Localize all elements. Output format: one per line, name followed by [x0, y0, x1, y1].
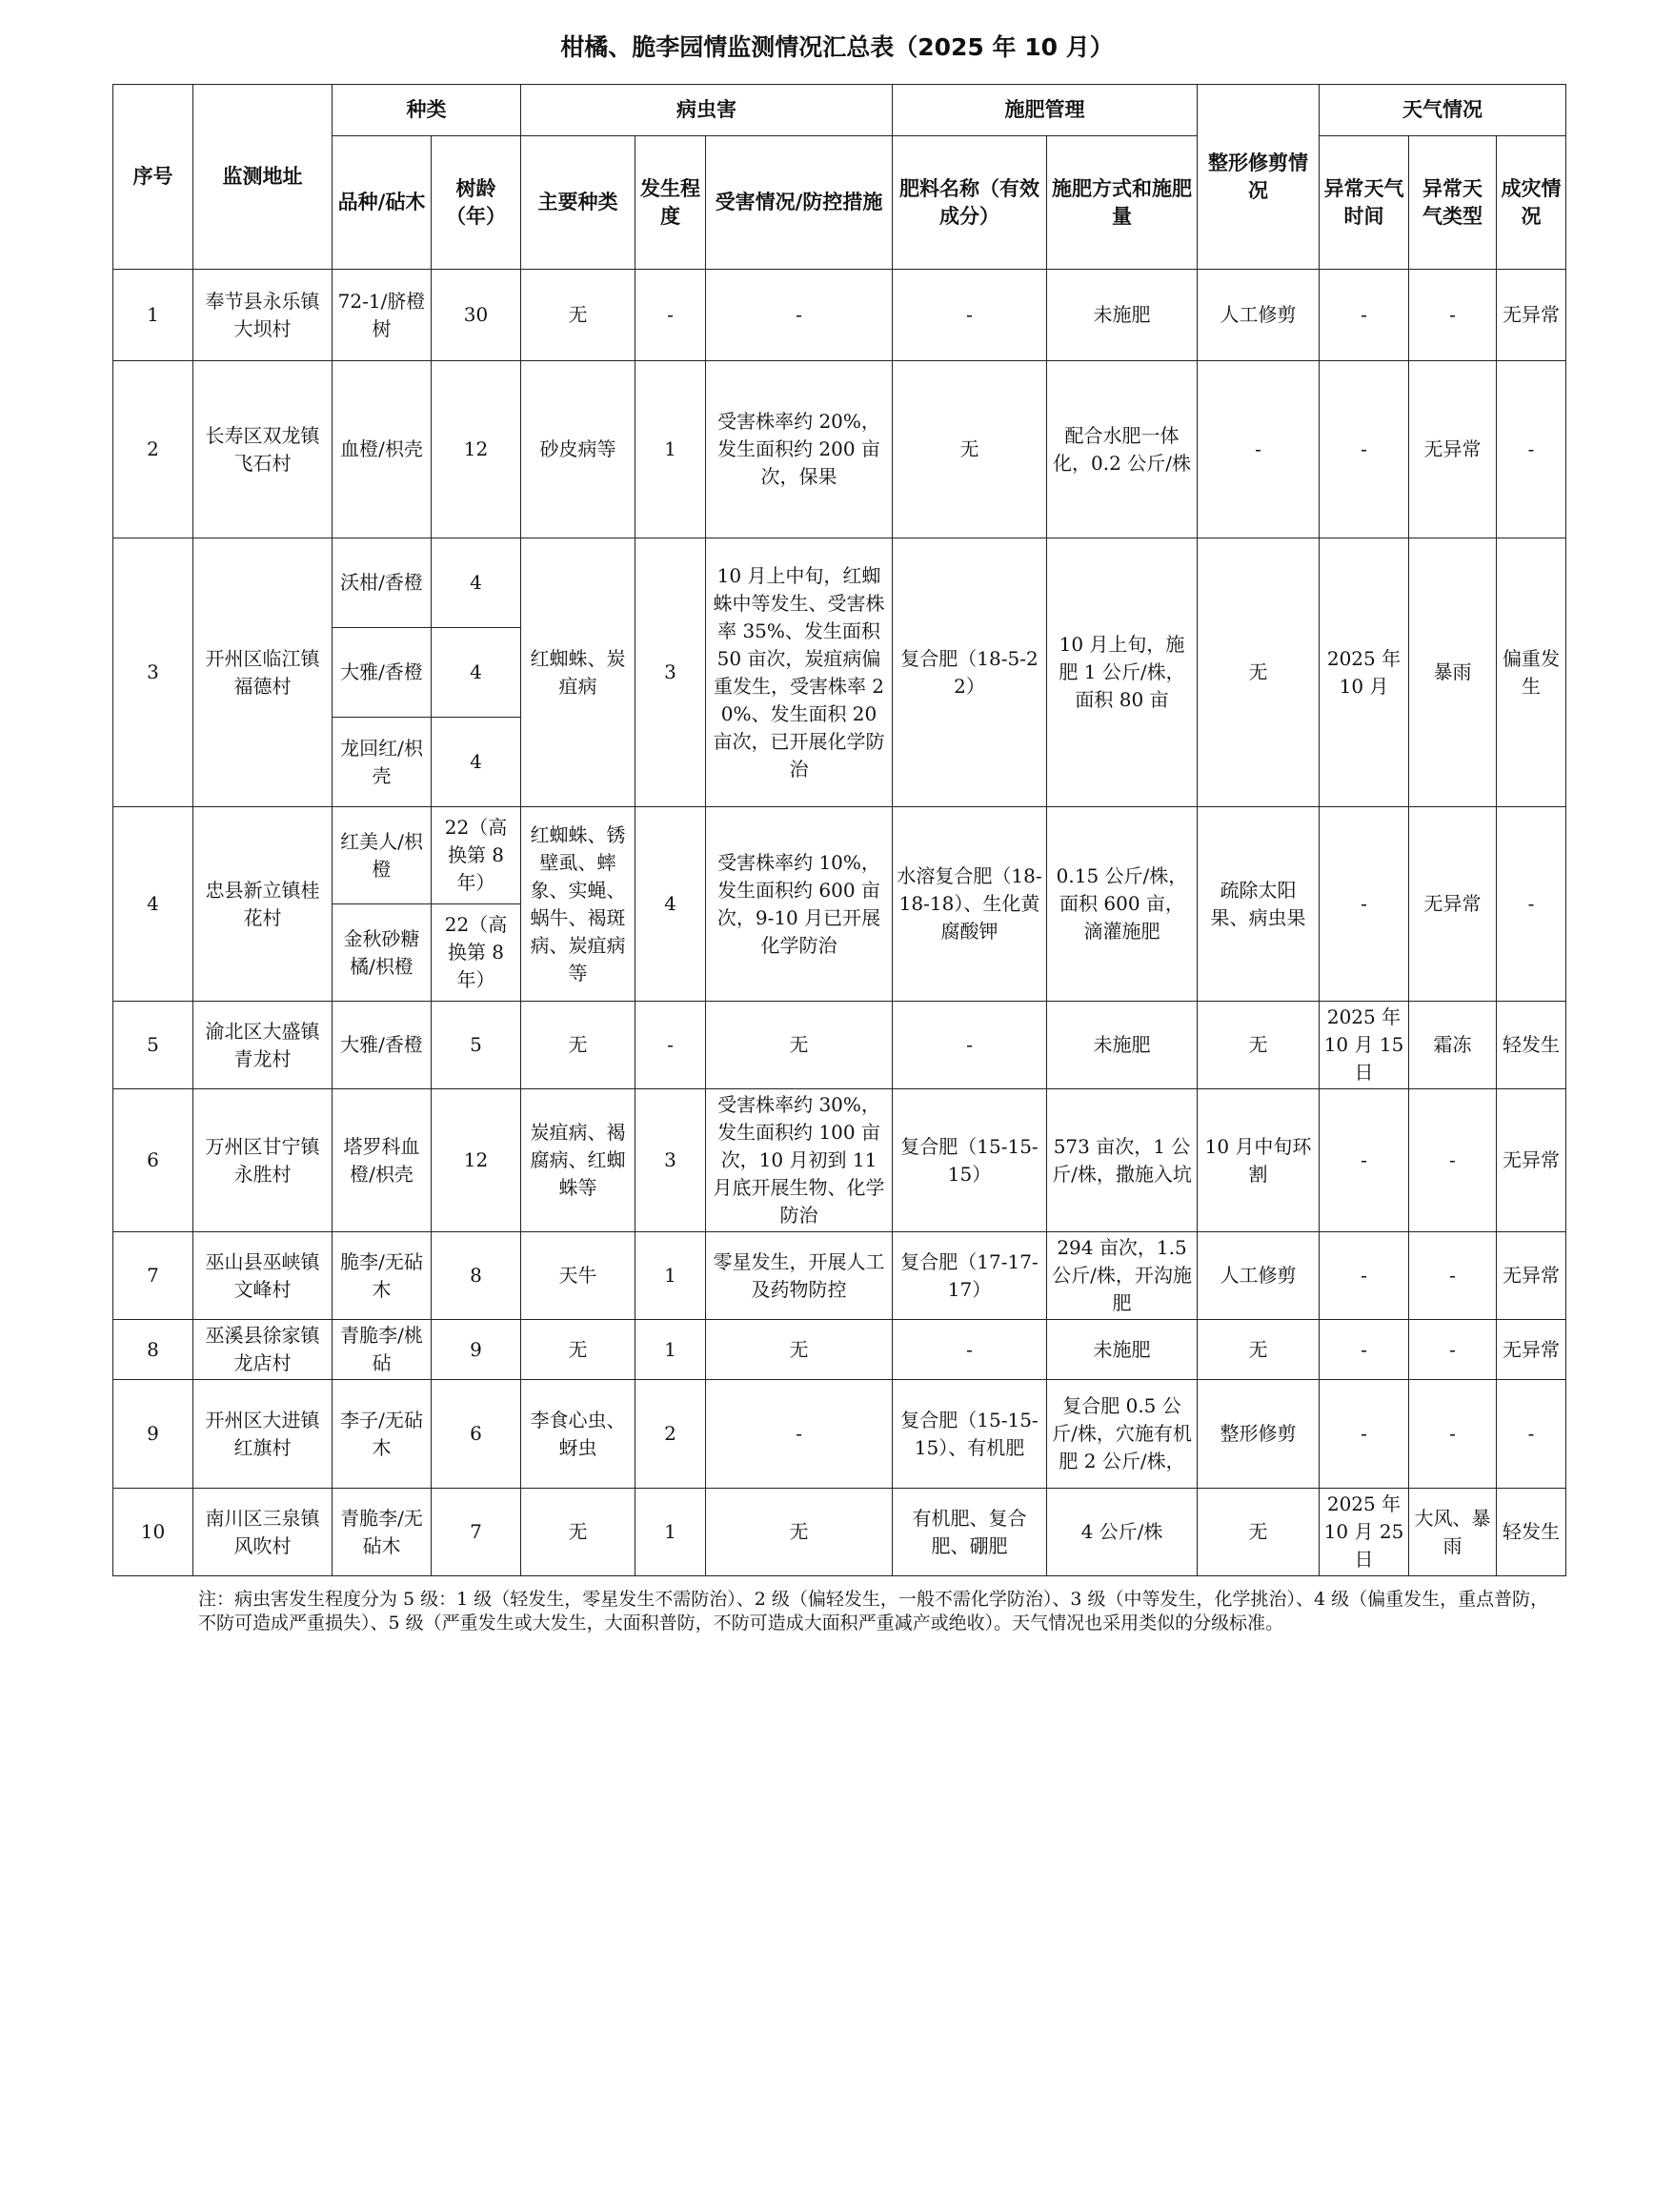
header-seq: 序号: [113, 85, 193, 270]
cell-address: 忠县新立镇桂花村: [193, 807, 333, 1002]
header-fert-group: 施肥管理: [893, 85, 1198, 136]
cell-fert-name: 有机肥、复合肥、硼肥: [893, 1489, 1047, 1576]
header-variety: 品种/砧木: [333, 136, 432, 270]
header-pest-damage: 受害情况/防控措施: [706, 136, 893, 270]
cell-weather-type: 大风、暴雨: [1409, 1489, 1497, 1576]
header-weather-group: 天气情况: [1320, 85, 1566, 136]
cell-variety: 李子/无砧木: [333, 1380, 432, 1489]
cell-address: 奉节县永乐镇大坝村: [193, 270, 333, 361]
cell-no: 6: [113, 1089, 193, 1232]
header-type-group: 种类: [333, 85, 521, 136]
cell-fert-name: -: [893, 1002, 1047, 1089]
table-row: [113, 1489, 1566, 1576]
cell-disaster: 无异常: [1497, 1089, 1566, 1232]
cell-degree: 3: [635, 1089, 706, 1232]
cell-age: 22（高换第 8 年）: [432, 904, 521, 1002]
cell-fert-method: 未施肥: [1047, 1002, 1198, 1089]
cell-pest: 李食心虫、蚜虫: [521, 1380, 635, 1489]
cell-age: 5: [432, 1002, 521, 1089]
header-weather-time: 异常天气时间: [1320, 136, 1409, 270]
cell-pruning: 10 月中旬环割: [1198, 1089, 1320, 1232]
cell-weather-time: -: [1320, 1232, 1409, 1320]
cell-disaster: -: [1497, 807, 1566, 1002]
cell-weather-type: 霜冻: [1409, 1002, 1497, 1089]
cell-age: 7: [432, 1489, 521, 1576]
cell-degree: -: [635, 270, 706, 361]
cell-pest: 炭疽病、褐腐病、红蜘蛛等: [521, 1089, 635, 1232]
header-pruning: 整形修剪情况: [1198, 85, 1320, 270]
cell-pest: 砂皮病等: [521, 361, 635, 538]
cell-fert-method: 未施肥: [1047, 270, 1198, 361]
cell-no: 1: [113, 270, 193, 361]
cell-disaster: 无异常: [1497, 270, 1566, 361]
cell-age: 4: [432, 628, 521, 718]
cell-variety: 红美人/枳橙: [333, 807, 432, 904]
cell-pest: 无: [521, 1489, 635, 1576]
header-pest-degree: 发生程度: [635, 136, 706, 270]
cell-fert-method: 复合肥 0.5 公斤/株，穴施有机肥 2 公斤/株，: [1047, 1380, 1198, 1489]
cell-damage: 受害株率约 30%，发生面积约 100 亩次，10 月初到 11 月底开展生物、化学防治: [706, 1089, 893, 1232]
cell-no: 10: [113, 1489, 193, 1576]
cell-degree: 3: [635, 538, 706, 807]
cell-weather-time: -: [1320, 1089, 1409, 1232]
footnote: 注：病虫害发生程度分为 5 级：1 级（轻发生，零星发生不需防治）、2 级（偏轻发生，一般不需化学防治）、3 级（中等发生，化学挑治）、4 级（偏重发生，重点普防，不防可造成严重损失）、5 级（严重发生或大发生，大面积普防，不防可造成大面积严重减产或绝收）。天气情况也采用类似的分级标准。: [198, 1589, 1549, 1634]
table-row: [113, 807, 1566, 904]
cell-variety: 沃柑/香橙: [333, 538, 432, 628]
cell-degree: 1: [635, 361, 706, 538]
cell-fert-name: -: [893, 270, 1047, 361]
cell-degree: 1: [635, 1232, 706, 1320]
cell-degree: 1: [635, 1320, 706, 1380]
cell-variety: 青脆李/桃砧: [333, 1320, 432, 1380]
cell-fert-name: 复合肥（15-15-15）、有机肥: [893, 1380, 1047, 1489]
cell-no: 5: [113, 1002, 193, 1089]
cell-pest: 无: [521, 1320, 635, 1380]
cell-pruning: 无: [1198, 1320, 1320, 1380]
cell-weather-type: -: [1409, 1232, 1497, 1320]
cell-pruning: 无: [1198, 538, 1320, 807]
cell-pruning: 人工修剪: [1198, 1232, 1320, 1320]
cell-weather-type: 暴雨: [1409, 538, 1497, 807]
header-address: 监测地址: [193, 85, 333, 270]
cell-fert-name: 复合肥（18-5-22）: [893, 538, 1047, 807]
cell-disaster: 无异常: [1497, 1320, 1566, 1380]
table-row: [113, 1232, 1566, 1320]
cell-degree: 1: [635, 1489, 706, 1576]
cell-fert-method: 573 亩次，1 公斤/株，撒施入坑: [1047, 1089, 1198, 1232]
cell-weather-type: -: [1409, 1320, 1497, 1380]
cell-age: 12: [432, 361, 521, 538]
cell-pest: 天牛: [521, 1232, 635, 1320]
table-row: [113, 538, 1566, 628]
cell-damage: 无: [706, 1002, 893, 1089]
cell-age: 6: [432, 1380, 521, 1489]
header-disaster: 成灾情况: [1497, 136, 1566, 270]
cell-weather-time: -: [1320, 270, 1409, 361]
cell-pruning: 整形修剪: [1198, 1380, 1320, 1489]
cell-address: 开州区临江镇福德村: [193, 538, 333, 807]
header-fert-name: 肥料名称（有效成分）: [893, 136, 1047, 270]
cell-weather-time: -: [1320, 361, 1409, 538]
header-pest-main: 主要种类: [521, 136, 635, 270]
cell-variety: 72-1/脐橙树: [333, 270, 432, 361]
cell-disaster: -: [1497, 1380, 1566, 1489]
cell-fert-method: 未施肥: [1047, 1320, 1198, 1380]
cell-variety: 脆李/无砧木: [333, 1232, 432, 1320]
table-row: [113, 1089, 1566, 1232]
cell-damage: 受害株率约 20%，发生面积约 200 亩次，保果: [706, 361, 893, 538]
cell-fert-name: 复合肥（15-15-15）: [893, 1089, 1047, 1232]
cell-weather-time: 2025 年 10 月 15 日: [1320, 1002, 1409, 1089]
table-row: [113, 1380, 1566, 1489]
cell-variety: 龙回红/枳壳: [333, 718, 432, 807]
cell-age: 12: [432, 1089, 521, 1232]
header-fert-method: 施肥方式和施肥量: [1047, 136, 1198, 270]
cell-fert-name: 水溶复合肥（18-18-18）、生化黄腐酸钾: [893, 807, 1047, 1002]
cell-no: 3: [113, 538, 193, 807]
cell-disaster: -: [1497, 361, 1566, 538]
cell-variety: 塔罗科血橙/枳壳: [333, 1089, 432, 1232]
cell-weather-type: -: [1409, 1380, 1497, 1489]
cell-disaster: 轻发生: [1497, 1489, 1566, 1576]
cell-variety: 血橙/枳壳: [333, 361, 432, 538]
cell-weather-time: -: [1320, 1380, 1409, 1489]
cell-fert-method: 10 月上旬，施肥 1 公斤/株，面积 80 亩: [1047, 538, 1198, 807]
cell-fert-name: -: [893, 1320, 1047, 1380]
cell-pest: 无: [521, 1002, 635, 1089]
cell-no: 7: [113, 1232, 193, 1320]
page-title: 柑橘、脆李园情监测情况汇总表（2025 年 10 月）: [560, 33, 1114, 61]
cell-weather-time: 2025 年 10 月: [1320, 538, 1409, 807]
cell-weather-type: 无异常: [1409, 807, 1497, 1002]
cell-disaster: 无异常: [1497, 1232, 1566, 1320]
cell-pest: 红蜘蛛、锈壁虱、蟀象、实蝇、蜗牛、褐斑病、炭疽病等: [521, 807, 635, 1002]
cell-variety: 大雅/香橙: [333, 628, 432, 718]
cell-damage: -: [706, 1380, 893, 1489]
cell-fert-method: 0.15 公斤/株，面积 600 亩，滴灌施肥: [1047, 807, 1198, 1002]
cell-fert-name: 复合肥（17-17-17）: [893, 1232, 1047, 1320]
cell-address: 开州区大进镇红旗村: [193, 1380, 333, 1489]
cell-no: 4: [113, 807, 193, 1002]
cell-no: 9: [113, 1380, 193, 1489]
cell-damage: 10 月上中旬，红蜘蛛中等发生、受害株率 35%、发生面积 50 亩次，炭疽病偏重发生，受害株率 20%、发生面积 20 亩次，已开展化学防治: [706, 538, 893, 807]
table-row: [113, 1002, 1566, 1089]
table-row: [113, 361, 1566, 538]
cell-pruning: -: [1198, 361, 1320, 538]
cell-pruning: 无: [1198, 1002, 1320, 1089]
cell-fert-method: 4 公斤/株: [1047, 1489, 1198, 1576]
cell-address: 巫溪县徐家镇龙店村: [193, 1320, 333, 1380]
cell-age: 8: [432, 1232, 521, 1320]
cell-weather-time: -: [1320, 807, 1409, 1002]
header-age: 树龄（年）: [432, 136, 521, 270]
cell-address: 渝北区大盛镇青龙村: [193, 1002, 333, 1089]
cell-variety: 青脆李/无砧木: [333, 1489, 432, 1576]
cell-weather-type: -: [1409, 1089, 1497, 1232]
cell-pest: 红蜘蛛、炭疽病: [521, 538, 635, 807]
cell-disaster: 偏重发生: [1497, 538, 1566, 807]
table-row: [113, 1320, 1566, 1380]
cell-pest: 无: [521, 270, 635, 361]
cell-age: 4: [432, 718, 521, 807]
cell-variety: 大雅/香橙: [333, 1002, 432, 1089]
cell-degree: 2: [635, 1380, 706, 1489]
cell-damage: -: [706, 270, 893, 361]
cell-weather-time: 2025 年 10 月 25 日: [1320, 1489, 1409, 1576]
cell-age: 30: [432, 270, 521, 361]
cell-weather-type: 无异常: [1409, 361, 1497, 538]
cell-weather-type: -: [1409, 270, 1497, 361]
cell-fert-method: 配合水肥一体化，0.2 公斤/株: [1047, 361, 1198, 538]
cell-degree: -: [635, 1002, 706, 1089]
header-weather-type: 异常天气类型: [1409, 136, 1497, 270]
cell-fert-method: 294 亩次，1.5 公斤/株，开沟施肥: [1047, 1232, 1198, 1320]
table-row: [113, 270, 1566, 361]
cell-degree: 4: [635, 807, 706, 1002]
cell-pruning: 人工修剪: [1198, 270, 1320, 361]
cell-address: 万州区甘宁镇永胜村: [193, 1089, 333, 1232]
cell-pruning: 无: [1198, 1489, 1320, 1576]
cell-damage: 受害株率约 10%，发生面积约 600 亩次，9-10 月已开展化学防治: [706, 807, 893, 1002]
cell-disaster: 轻发生: [1497, 1002, 1566, 1089]
cell-no: 8: [113, 1320, 193, 1380]
summary-table: [112, 84, 1566, 1576]
cell-age: 22（高换第 8 年）: [432, 807, 521, 904]
cell-pruning: 疏除太阳果、病虫果: [1198, 807, 1320, 1002]
cell-no: 2: [113, 361, 193, 538]
cell-address: 长寿区双龙镇飞石村: [193, 361, 333, 538]
cell-damage: 零星发生，开展人工及药物防控: [706, 1232, 893, 1320]
cell-variety: 金秋砂糖橘/枳橙: [333, 904, 432, 1002]
cell-age: 9: [432, 1320, 521, 1380]
cell-damage: 无: [706, 1320, 893, 1380]
cell-weather-time: -: [1320, 1320, 1409, 1380]
cell-address: 巫山县巫峡镇文峰村: [193, 1232, 333, 1320]
cell-fert-name: 无: [893, 361, 1047, 538]
cell-address: 南川区三泉镇风吹村: [193, 1489, 333, 1576]
cell-damage: 无: [706, 1489, 893, 1576]
header-pest-group: 病虫害: [521, 85, 893, 136]
cell-age: 4: [432, 538, 521, 628]
